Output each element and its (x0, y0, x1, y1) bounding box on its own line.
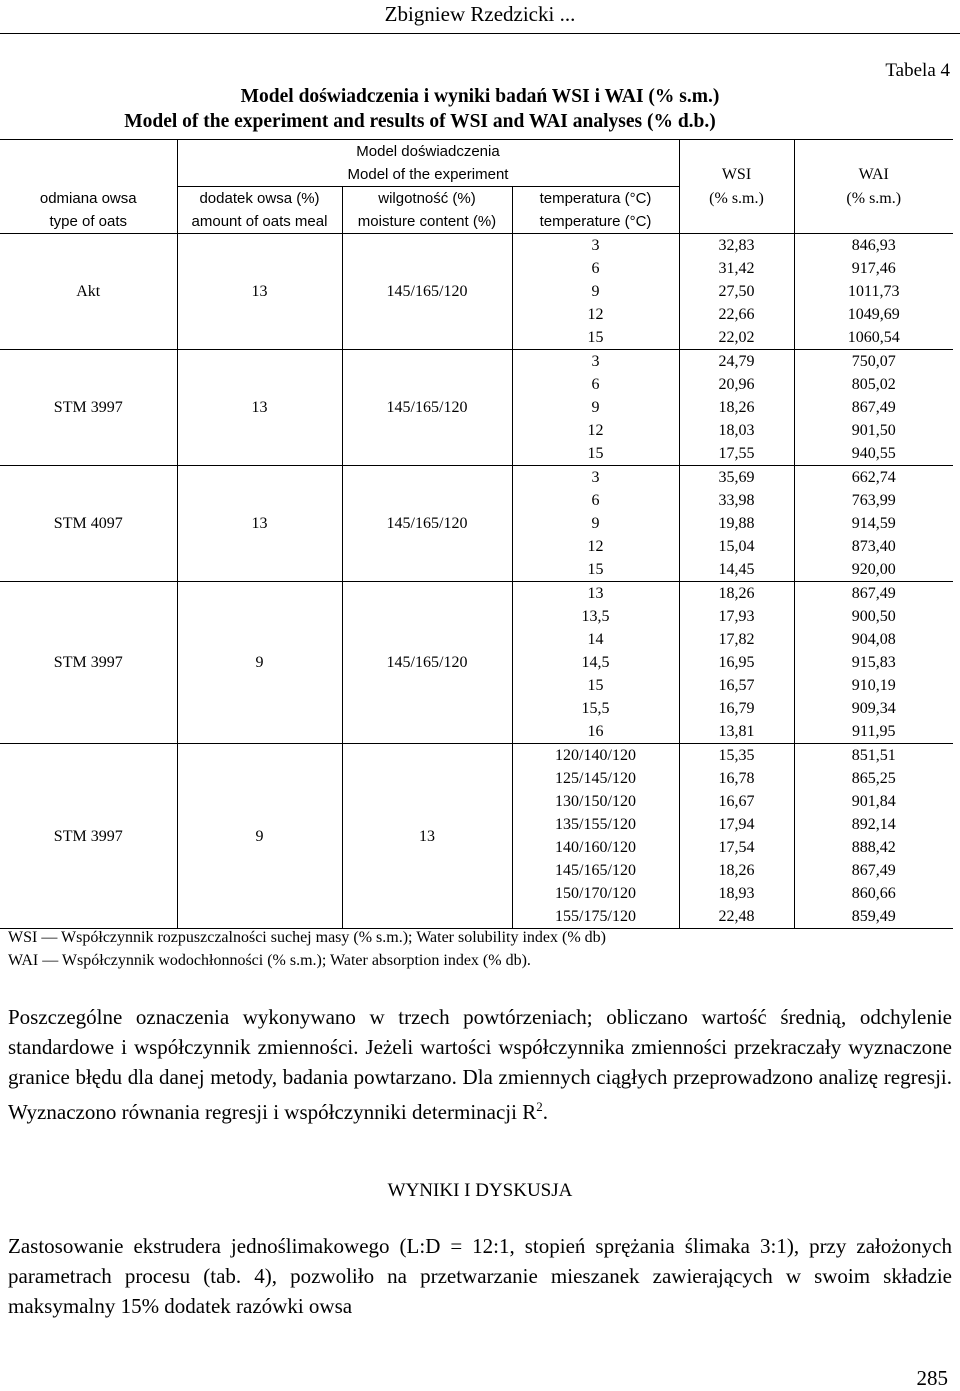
methods-text: Poszczególne oznaczenia wykonywano w trzech powtórzeniach; obliczano wartość średnią, odchylenie standardowe i współczynnik zmienności. Jeżeli wartości współczynnika zmienności przekraczały wyznaczone granice błędu dla danej metody, badania powtarzano. Dla zmiennych ciągłych przeprowadzono analizę regresji. Wyznaczono równania regresji i współczynniki determinacji R (8, 1005, 952, 1124)
wsi-value: 14,45 (679, 558, 794, 582)
wai-value: 917,46 (851, 260, 896, 277)
wai-value: 865,25 (851, 770, 896, 787)
wai-value: 846,93 (851, 237, 896, 254)
caption-english: Model of the experiment and results of WSI and WAI analyses (% d.b.) (124, 111, 716, 132)
wai-value: 662,74 (851, 469, 896, 486)
wai-value: 888,42 (851, 839, 896, 856)
temperature-cell: 125/145/120 (512, 767, 679, 790)
wai-value: 909,34 (851, 700, 896, 717)
wsi-value: 16,95 (679, 651, 794, 674)
superscript: 2 (536, 1099, 543, 1114)
footnote-wai: WAI — Współczynnik wodochłonności (% s.m.); Water absorption index (% db). (8, 952, 531, 969)
variety-cell: STM 3997 (0, 744, 177, 929)
wsi-value: 17,94 (679, 813, 794, 836)
table-label: Tabela 4 (885, 60, 950, 81)
footnote-wsi: WSI — Współczynnik rozpuszczalności suchej masy (% s.m.); Water solubility index (% db) (8, 929, 606, 946)
wsi-value: 31,42 (679, 257, 794, 280)
wai-value: 750,07 (851, 353, 896, 370)
section-heading: WYNIKI I DYSKUSJA (387, 1180, 573, 1201)
wai-value: 901,50 (851, 422, 896, 439)
oat-cell: 3 (512, 466, 679, 490)
oat-cell: 9 (177, 582, 342, 744)
header-moist-en: moisture content (%) (342, 210, 512, 234)
wsi-value: 19,88 (679, 512, 794, 535)
variety-cell: Akt (0, 234, 177, 350)
methods-paragraph (8, 1002, 952, 1127)
wsi-value: 16,78 (679, 767, 794, 790)
temperature-cell: 155/175/120 (512, 905, 679, 929)
header-wsi-unit: (% s.m.) (679, 187, 794, 211)
page-number: 285 (916, 1366, 948, 1390)
wsi-value: 18,26 (679, 396, 794, 419)
moisture-cell: 13 (177, 234, 342, 350)
moisture-cell: 14 (512, 628, 679, 651)
running-title: Zbigniew Rzedzicki ... (384, 2, 576, 26)
variety-cell: STM 4097 (0, 466, 177, 582)
wai-value: 920,00 (794, 558, 953, 582)
moisture-cell: 13 (342, 744, 512, 929)
temperature-cell: 145/165/120 (342, 582, 512, 744)
wai-value: 873,40 (851, 538, 896, 555)
wai-value: 867,49 (851, 585, 896, 602)
wai-value: 1049,69 (847, 306, 900, 323)
temperature-cell: 145/165/120 (342, 234, 512, 350)
table-row (0, 744, 953, 768)
header-group-en: Model of the experiment (177, 163, 679, 187)
wai-value: 851,51 (851, 747, 896, 764)
temperature-cell: 120/140/120 (512, 744, 679, 768)
moisture-cell: 13 (177, 350, 342, 466)
wai-value: 940,55 (794, 442, 953, 466)
wai-value: 860,66 (851, 885, 896, 902)
oat-cell: 9 (512, 512, 679, 535)
header-variety-pl: odmiana owsa (0, 187, 177, 211)
wai-value: 914,59 (851, 515, 896, 532)
oat-cell: 12 (512, 303, 679, 326)
wai-value: 1060,54 (794, 326, 953, 350)
temperature-cell: 150/170/120 (512, 882, 679, 905)
wsi-value: 15,35 (679, 744, 794, 768)
wsi-value: 24,79 (679, 350, 794, 374)
wsi-value: 17,55 (679, 442, 794, 466)
temperature-cell: 145/165/120 (342, 466, 512, 582)
moisture-cell: 15,5 (512, 697, 679, 720)
header-temp-en: temperature (°C) (512, 210, 679, 234)
wsi-value: 22,02 (679, 326, 794, 350)
wai-value: 901,84 (851, 793, 896, 810)
wsi-value: 16,67 (679, 790, 794, 813)
oat-cell: 15 (512, 558, 679, 582)
oat-cell: 6 (512, 257, 679, 280)
variety-cell: STM 3997 (0, 350, 177, 466)
wsi-value: 15,04 (679, 535, 794, 558)
temperature-cell: 145/165/120 (512, 859, 679, 882)
header-moist-pl: wilgotność (%) (342, 187, 512, 211)
oat-cell: 12 (512, 535, 679, 558)
wsi-value: 16,79 (679, 697, 794, 720)
header-oat-pl: dodatek owsa (%) (177, 187, 342, 211)
wsi-value: 18,03 (679, 419, 794, 442)
moisture-cell: 15 (512, 674, 679, 697)
moisture-cell: 13 (177, 466, 342, 582)
header-divider (0, 33, 960, 34)
wsi-value: 35,69 (679, 466, 794, 490)
wai-value: 900,50 (851, 608, 896, 625)
oat-cell: 9 (512, 280, 679, 303)
wai-value: 915,83 (851, 654, 896, 671)
moisture-cell: 14,5 (512, 651, 679, 674)
table-row (0, 582, 953, 606)
header-variety-en: type of oats (0, 210, 177, 234)
wai-value: 859,49 (794, 905, 953, 929)
variety-cell: STM 3997 (0, 582, 177, 744)
temperature-cell: 135/155/120 (512, 813, 679, 836)
methods-end: . (542, 1100, 548, 1124)
wsi-value: 16,57 (679, 674, 794, 697)
temperature-cell: 145/165/120 (342, 350, 512, 466)
wsi-value: 17,93 (679, 605, 794, 628)
wsi-value: 20,96 (679, 373, 794, 396)
wai-value: 805,02 (851, 376, 896, 393)
wsi-value: 27,50 (679, 280, 794, 303)
oat-cell: 3 (512, 234, 679, 258)
moisture-cell: 13,5 (512, 605, 679, 628)
wai-value: 867,49 (851, 862, 896, 879)
wsi-value: 13,81 (679, 720, 794, 744)
wsi-value: 22,66 (679, 303, 794, 326)
moisture-cell: 16 (512, 720, 679, 744)
wai-value: 1011,73 (848, 283, 900, 300)
footnotes (8, 926, 606, 972)
wai-value: 904,08 (851, 631, 896, 648)
wsi-value: 22,48 (679, 905, 794, 929)
table-body (0, 234, 953, 929)
wsi-value: 18,26 (679, 582, 794, 606)
temperature-cell: 140/160/120 (512, 836, 679, 859)
wsi-value: 18,26 (679, 859, 794, 882)
wsi-value: 17,54 (679, 836, 794, 859)
oat-cell: 3 (512, 350, 679, 374)
wsi-value: 17,82 (679, 628, 794, 651)
oat-cell: 6 (512, 489, 679, 512)
oat-cell: 12 (512, 419, 679, 442)
running-header (0, 2, 960, 34)
header-temp-pl: temperatura (°C) (512, 187, 679, 211)
table-caption (0, 84, 960, 134)
wsi-value: 32,83 (679, 234, 794, 258)
wai-value: 911,95 (794, 720, 953, 744)
header-wai-unit: (% s.m.) (846, 189, 902, 207)
wsi-value: 18,93 (679, 882, 794, 905)
header-oat-en: amount of oats meal (177, 210, 342, 234)
results-paragraph: Zastosowanie ekstrudera jednoślimakowego (L:D = 12:1, stopień sprężania ślimaka 3:1), przy założonych parametrach procesu (tab. 4), pozwoliło na przetwarzanie mieszanek zawierających w swoim składzie maksymalny 15% dodatek razówki owsa (8, 1234, 952, 1318)
oat-cell: 15 (512, 442, 679, 466)
oat-cell: 15 (512, 326, 679, 350)
wai-value: 910,19 (851, 677, 896, 694)
caption-polish: Model doświadczenia i wyniki badań WSI i WAI (% s.m.) (240, 86, 720, 107)
oat-cell: 9 (177, 744, 342, 929)
header-group-pl: Model doświadczenia (177, 140, 679, 164)
table-row (0, 350, 953, 374)
oat-cell: 9 (512, 396, 679, 419)
table-row (0, 234, 953, 258)
header-wai: WAI (858, 166, 889, 184)
wai-value: 892,14 (851, 816, 896, 833)
results-table (0, 139, 953, 929)
wai-value: 867,49 (851, 399, 896, 416)
wsi-value: 33,98 (679, 489, 794, 512)
header-wsi: WSI (679, 163, 794, 187)
wai-value: 763,99 (851, 492, 896, 509)
table-row (0, 466, 953, 490)
oat-cell: 6 (512, 373, 679, 396)
temperature-cell: 130/150/120 (512, 790, 679, 813)
moisture-cell: 13 (512, 582, 679, 606)
